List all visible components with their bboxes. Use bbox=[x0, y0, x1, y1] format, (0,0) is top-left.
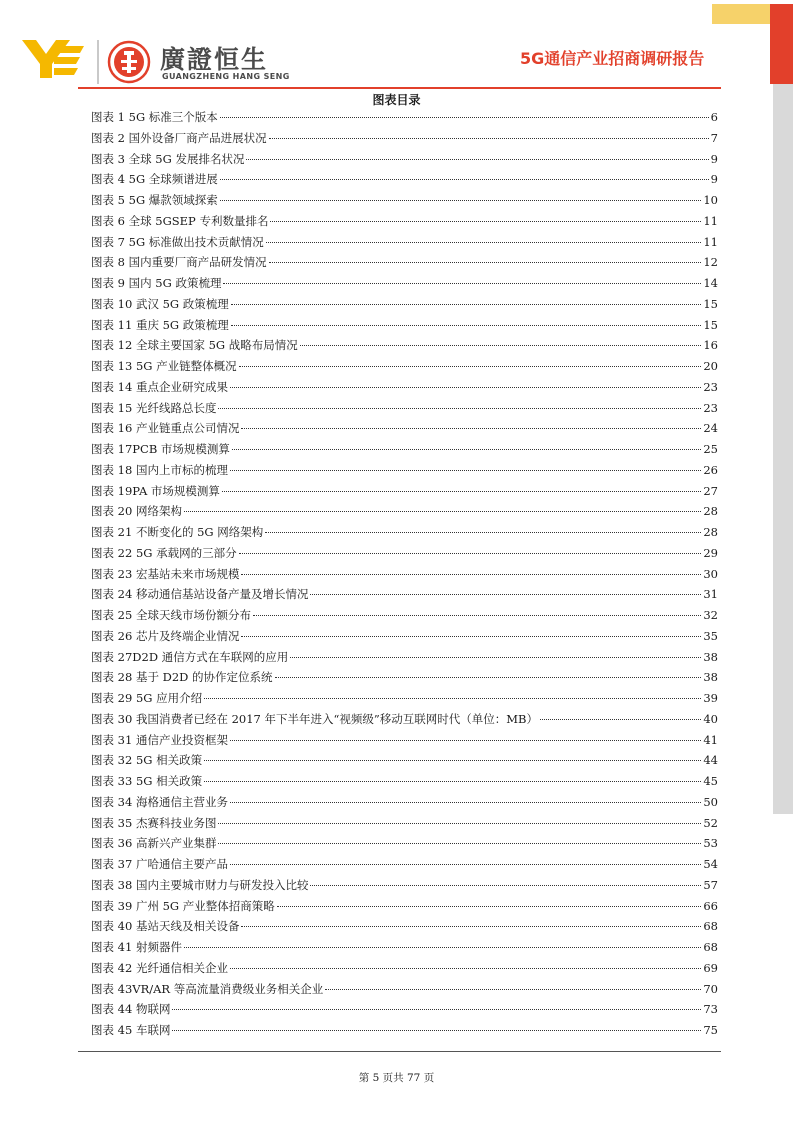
toc-dot-leader bbox=[241, 428, 701, 429]
toc-dot-leader bbox=[230, 802, 701, 803]
footer-rule bbox=[78, 1051, 721, 1052]
toc-entry[interactable] bbox=[91, 649, 718, 670]
toc-entry-label: 图表 13 5G 产业链整体概况 bbox=[91, 359, 237, 373]
toc-entry-page: 31 bbox=[703, 587, 718, 602]
toc-dot-leader bbox=[231, 325, 702, 326]
toc-entry-page: 69 bbox=[703, 960, 718, 975]
toc-entry-label: 图表 7 5G 标准做出技术贡献情况 bbox=[91, 234, 264, 249]
toc-entry[interactable] bbox=[91, 462, 718, 483]
toc-entry-page: 54 bbox=[703, 857, 718, 871]
corner-tab-yellow bbox=[712, 4, 770, 24]
toc-entry-label: 图表 31 通信产业投资框架 bbox=[91, 732, 228, 747]
toc-dot-leader bbox=[325, 989, 701, 990]
toc-entry-page: 68 bbox=[703, 940, 718, 954]
toc-dot-leader bbox=[184, 511, 701, 512]
toc-dot-leader bbox=[269, 262, 702, 263]
toc-entry[interactable] bbox=[91, 130, 718, 151]
side-margin-bar bbox=[773, 84, 793, 814]
toc-entry[interactable] bbox=[91, 379, 718, 400]
toc-dot-leader bbox=[230, 864, 701, 865]
report-title: 5G通信产业招商调研报告 bbox=[520, 49, 705, 68]
toc-entry[interactable] bbox=[91, 171, 718, 192]
toc-entry-label: 图表 15 光纤线路总长度 bbox=[91, 400, 217, 415]
page-number: 第 5 页共 77 页 bbox=[358, 1072, 435, 1084]
toc-entry[interactable] bbox=[91, 317, 718, 338]
toc-entry-label: 图表 41 射频器件 bbox=[91, 940, 182, 954]
toc-entry-label: 图表 22 5G 承载网的三部分 bbox=[91, 545, 237, 560]
toc-dot-leader bbox=[266, 242, 702, 243]
toc-entry[interactable] bbox=[91, 296, 718, 317]
toc-dot-leader bbox=[265, 532, 701, 533]
toc-entry-label: 图表 45 车联网 bbox=[91, 1023, 171, 1037]
toc-entry[interactable] bbox=[91, 337, 718, 358]
toc-entry-label: 图表 8 国内重要厂商产品研发情况 bbox=[91, 255, 267, 270]
toc-entry[interactable] bbox=[91, 192, 718, 213]
toc-entry[interactable] bbox=[91, 254, 718, 275]
toc-entry-page: 38 bbox=[703, 670, 718, 685]
toc-entry[interactable] bbox=[91, 151, 718, 172]
toc-dot-leader bbox=[218, 823, 701, 824]
toc-entry[interactable] bbox=[91, 524, 718, 545]
toc-entry-label: 图表 18 国内上市标的梳理 bbox=[91, 462, 228, 477]
toc-entry-page: 10 bbox=[703, 193, 718, 207]
toc-entry[interactable] bbox=[91, 752, 718, 773]
toc-entry-label: 图表 34 海格通信主营业务 bbox=[91, 794, 228, 809]
toc-entry-label: 图表 37 广哈通信主要产品 bbox=[91, 857, 228, 871]
toc-entry-page: 68 bbox=[703, 919, 718, 934]
toc-dot-leader bbox=[310, 885, 701, 886]
toc-entry-page: 39 bbox=[703, 691, 718, 705]
toc-entry[interactable] bbox=[91, 711, 718, 732]
toc-entry-page: 15 bbox=[703, 317, 718, 332]
toc-entry[interactable] bbox=[91, 690, 718, 711]
toc-entry[interactable] bbox=[91, 815, 718, 836]
toc-entry-page: 35 bbox=[703, 628, 718, 643]
toc-entry-page: 6 bbox=[710, 110, 718, 124]
toc-entry[interactable] bbox=[91, 856, 718, 877]
toc-entry-page: 14 bbox=[703, 276, 718, 290]
toc-entry-label: 图表 17PCB 市场规模测算 bbox=[91, 442, 230, 456]
toc-dot-leader bbox=[184, 947, 701, 948]
toc-entry[interactable] bbox=[91, 794, 718, 815]
toc-entry-page: 11 bbox=[703, 213, 718, 228]
toc-entry-label: 图表 10 武汉 5G 政策梳理 bbox=[91, 296, 229, 311]
toc-entry-page: 38 bbox=[703, 649, 718, 664]
toc-dot-leader bbox=[231, 304, 702, 305]
toc-entry-label: 图表 39 广州 5G 产业整体招商策略 bbox=[91, 898, 275, 913]
toc-entry-label: 图表 25 全球天线市场份额分布 bbox=[91, 608, 251, 622]
toc-entry-label: 图表 12 全球主要国家 5G 战略布局情况 bbox=[91, 338, 298, 353]
brand-seal-icon bbox=[107, 40, 151, 84]
toc-dot-leader bbox=[230, 470, 701, 471]
toc-entry[interactable] bbox=[91, 420, 718, 441]
toc-entry[interactable] bbox=[91, 981, 718, 1002]
toc-entry-page: 30 bbox=[703, 566, 718, 581]
toc-entry[interactable] bbox=[91, 628, 718, 649]
toc-entry[interactable] bbox=[91, 732, 718, 753]
toc-entry-page: 15 bbox=[703, 296, 718, 311]
toc-entry[interactable] bbox=[91, 586, 718, 607]
toc-entry[interactable] bbox=[91, 669, 718, 690]
toc-entry[interactable] bbox=[91, 503, 718, 524]
toc-dot-leader bbox=[290, 657, 701, 658]
toc-dot-leader bbox=[220, 179, 709, 180]
toc-entry-page: 16 bbox=[703, 338, 718, 353]
toc-dot-leader bbox=[204, 698, 701, 699]
toc-entry-label: 图表 43VR/AR 等高流量消费级业务相关企业 bbox=[91, 981, 324, 996]
toc-entry-label: 图表 38 国内主要城市财力与研发投入比较 bbox=[91, 877, 309, 892]
toc-entry[interactable] bbox=[91, 918, 718, 939]
toc-dot-leader bbox=[220, 200, 702, 201]
toc-entry-label: 图表 20 网络架构 bbox=[91, 504, 182, 519]
toc-entry-page: 25 bbox=[703, 442, 718, 456]
toc-dot-leader bbox=[310, 594, 701, 595]
toc-entry-label: 图表 4 5G 全球频谱进展 bbox=[91, 172, 218, 187]
toc-dot-leader bbox=[270, 221, 701, 222]
toc-entry-page: 7 bbox=[710, 130, 718, 145]
toc-dot-leader bbox=[239, 366, 702, 367]
toc-entry-page: 9 bbox=[710, 151, 718, 166]
toc-entry-label: 图表 30 我国消费者已经在 2017 年下半年进入“视频级”移动互联网时代（单位：MB） bbox=[91, 711, 539, 726]
toc-dot-leader bbox=[220, 117, 709, 118]
toc-entry[interactable] bbox=[91, 1001, 718, 1022]
toc-dot-leader bbox=[241, 636, 701, 637]
toc-entry-page: 40 bbox=[703, 711, 718, 726]
toc-entry[interactable] bbox=[91, 960, 718, 981]
toc-entry-label: 图表 3 全球 5G 发展排名状况 bbox=[91, 151, 245, 166]
toc-entry-page: 66 bbox=[703, 898, 718, 913]
toc-entry[interactable] bbox=[91, 109, 718, 130]
toc-entry-page: 23 bbox=[703, 379, 718, 394]
toc-entry-label: 图表 21 不断变化的 5G 网络架构 bbox=[91, 525, 264, 539]
toc-dot-leader bbox=[204, 760, 701, 761]
toc-dot-leader bbox=[218, 843, 701, 844]
toc-entry-page: 24 bbox=[703, 421, 718, 436]
toc-entry-page: 52 bbox=[703, 815, 718, 830]
toc-dot-leader bbox=[222, 491, 701, 492]
toc-dot-leader bbox=[230, 740, 701, 741]
toc-entry-page: 53 bbox=[703, 836, 718, 851]
toc-entry[interactable] bbox=[91, 441, 718, 462]
toc-entry-page: 9 bbox=[710, 172, 718, 187]
toc-title: 图表目录 bbox=[372, 93, 421, 107]
toc-entry-label: 图表 1 5G 标准三个版本 bbox=[91, 110, 218, 124]
toc-entry[interactable] bbox=[91, 773, 718, 794]
toc-entry-label: 图表 6 全球 5GSEP 专利数量排名 bbox=[91, 213, 269, 228]
toc-entry-label: 图表 40 基站天线及相关设备 bbox=[91, 919, 240, 934]
toc-dot-leader bbox=[223, 283, 701, 284]
toc-entry-page: 28 bbox=[703, 504, 718, 519]
toc-entry-label: 图表 27D2D 通信方式在车联网的应用 bbox=[91, 649, 289, 664]
toc-entry-page: 73 bbox=[703, 1002, 718, 1017]
toc-entry[interactable] bbox=[91, 607, 718, 628]
toc-entry-page: 32 bbox=[703, 608, 718, 622]
toc-entry[interactable] bbox=[91, 545, 718, 566]
toc-entry-label: 图表 26 芯片及终端企业情况 bbox=[91, 628, 240, 643]
toc-dot-leader bbox=[246, 159, 708, 160]
toc-entry-page: 57 bbox=[703, 877, 718, 892]
toc-entry-page: 75 bbox=[703, 1023, 718, 1037]
corner-tab-red bbox=[770, 4, 793, 84]
brand-name-cn: 廣證恒生 bbox=[160, 45, 269, 74]
toc-entry-label: 图表 33 5G 相关政策 bbox=[91, 774, 203, 788]
toc-entry-page: 28 bbox=[703, 525, 718, 539]
toc-entry-label: 图表 24 移动通信基站设备产量及增长情况 bbox=[91, 587, 309, 602]
toc-entry-label: 图表 35 杰赛科技业务图 bbox=[91, 815, 217, 830]
toc-dot-leader bbox=[230, 387, 701, 388]
toc-dot-leader bbox=[241, 926, 701, 927]
toc-entry-page: 45 bbox=[703, 774, 718, 788]
header-rule bbox=[78, 87, 721, 89]
brand-name-en: GUANGZHENG HANG SENG bbox=[162, 72, 290, 81]
toc-entry-page: 44 bbox=[703, 753, 718, 768]
toc-entry-page: 50 bbox=[703, 794, 718, 809]
toc-entry-label: 图表 9 国内 5G 政策梳理 bbox=[91, 276, 222, 290]
toc-list bbox=[91, 109, 718, 1043]
toc-entry[interactable] bbox=[91, 835, 718, 856]
toc-dot-leader bbox=[300, 345, 702, 346]
toc-entry-page: 12 bbox=[703, 255, 718, 270]
toc-entry-page: 26 bbox=[703, 462, 718, 477]
toc-entry-page: 20 bbox=[703, 359, 718, 373]
toc-dot-leader bbox=[232, 449, 701, 450]
toc-dot-leader bbox=[172, 1030, 701, 1031]
toc-entry-page: 29 bbox=[703, 545, 718, 560]
toc-entry[interactable] bbox=[91, 898, 718, 919]
logo-divider bbox=[97, 40, 99, 84]
toc-entry[interactable] bbox=[91, 939, 718, 960]
toc-entry[interactable] bbox=[91, 566, 718, 587]
toc-dot-leader bbox=[540, 719, 701, 720]
toc-entry[interactable] bbox=[91, 877, 718, 898]
toc-entry-label: 图表 44 物联网 bbox=[91, 1002, 171, 1017]
toc-entry-label: 图表 14 重点企业研究成果 bbox=[91, 379, 228, 394]
toc-entry[interactable] bbox=[91, 213, 718, 234]
toc-entry-label: 图表 11 重庆 5G 政策梳理 bbox=[91, 317, 229, 332]
toc-entry[interactable] bbox=[91, 234, 718, 255]
toc-dot-leader bbox=[204, 781, 701, 782]
toc-entry-label: 图表 5 5G 爆款领域探索 bbox=[91, 193, 218, 207]
toc-entry[interactable] bbox=[91, 483, 718, 504]
toc-dot-leader bbox=[218, 408, 701, 409]
toc-entry-label: 图表 16 产业链重点公司情况 bbox=[91, 421, 240, 436]
company-logo-icon bbox=[22, 38, 84, 80]
toc-dot-leader bbox=[241, 574, 701, 575]
toc-entry-label: 图表 32 5G 相关政策 bbox=[91, 753, 203, 768]
toc-dot-leader bbox=[269, 138, 709, 139]
toc-entry[interactable] bbox=[91, 358, 718, 379]
toc-entry-label: 图表 19PA 市场规模测算 bbox=[91, 483, 220, 498]
toc-entry-page: 23 bbox=[703, 400, 718, 415]
toc-dot-leader bbox=[239, 553, 702, 554]
toc-entry[interactable] bbox=[91, 275, 718, 296]
toc-entry-label: 图表 2 国外设备厂商产品进展状况 bbox=[91, 130, 267, 145]
toc-dot-leader bbox=[277, 906, 702, 907]
toc-entry[interactable] bbox=[91, 1022, 718, 1043]
toc-dot-leader bbox=[172, 1009, 701, 1010]
toc-entry[interactable] bbox=[91, 400, 718, 421]
toc-entry-label: 图表 29 5G 应用介绍 bbox=[91, 691, 203, 705]
toc-entry-page: 41 bbox=[703, 732, 718, 747]
toc-entry-label: 图表 28 基于 D2D 的协作定位系统 bbox=[91, 670, 273, 685]
toc-entry-page: 11 bbox=[703, 234, 718, 249]
toc-entry-page: 70 bbox=[703, 981, 718, 996]
toc-dot-leader bbox=[253, 615, 701, 616]
toc-entry-label: 图表 42 光纤通信相关企业 bbox=[91, 960, 228, 975]
toc-entry-label: 图表 36 高新兴产业集群 bbox=[91, 836, 217, 851]
toc-entry-page: 27 bbox=[703, 483, 718, 498]
toc-dot-leader bbox=[230, 968, 701, 969]
toc-entry-label: 图表 23 宏基站未来市场规模 bbox=[91, 566, 240, 581]
toc-dot-leader bbox=[275, 677, 702, 678]
